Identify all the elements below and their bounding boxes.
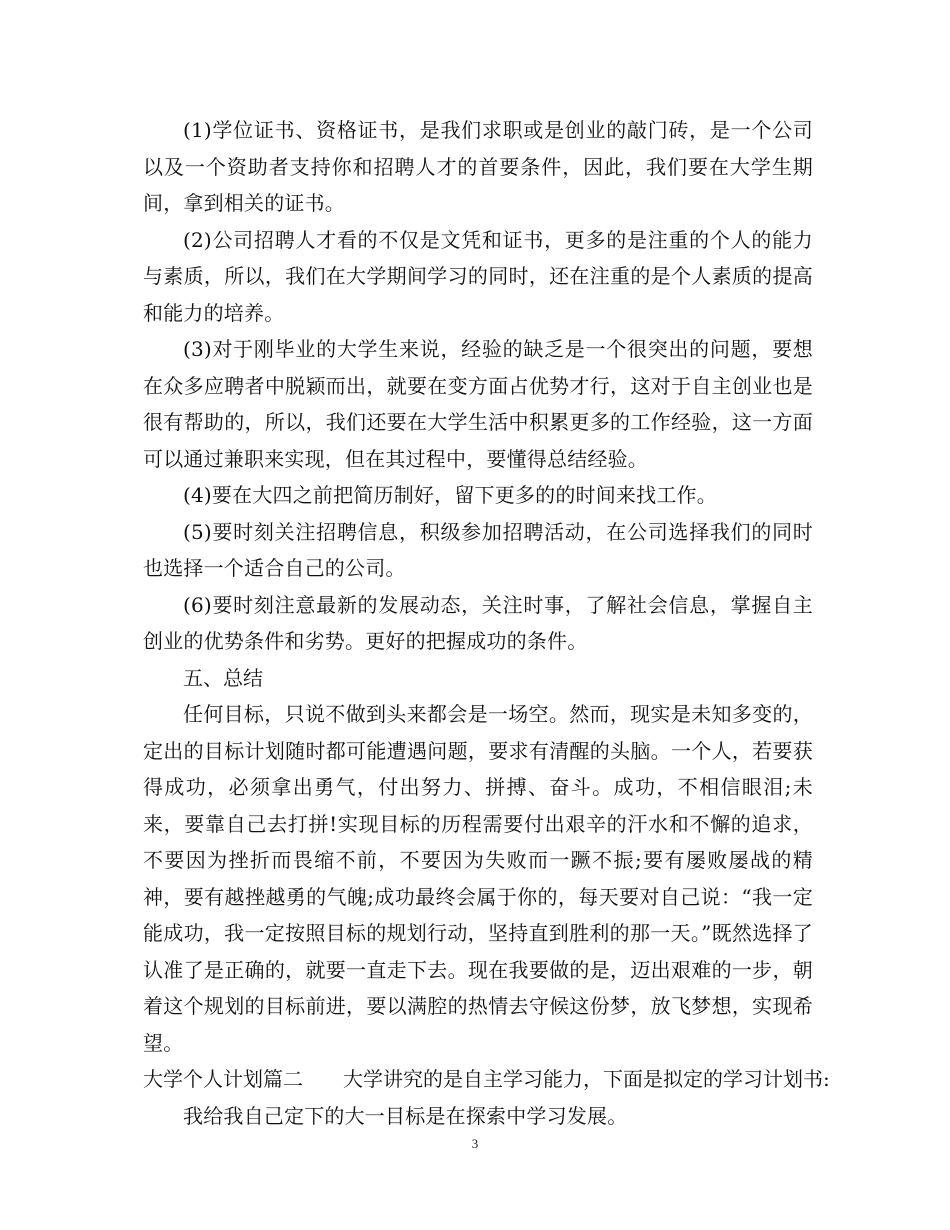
paragraph-certificates: (1)学位证书、资格证书，是我们求职或是创业的敲门砖，是一个公司以及一个资助者支持你和招聘人才的首要条件，因此，我们要在大学生期间，拿到相关的证书。 — [143, 118, 813, 215]
paragraph-ability: (2)公司招聘人才看的不仅是文凭和证书，更多的是注重的个人的能力与素质，所以，我们在大学期间学习的同时，还在注重的是个人素质的提高和能力的培养。 — [143, 227, 813, 325]
paragraph-summary: 任何目标，只说不做到头来都会是一场空。然而，现实是未知多变的，定出的目标计划随时都可能遭遇问题，要求有清醒的头脑。一个人，若要获得成功，必须拿出勇气，付出努力、拼搏、奋斗。成功，不相信眼泪;未来，要靠自己去打拼!实现目标的历程需要付出艰辛的汗水和不懈的追求，不要因为挫折而畏缩不前，不要因为失败而一蹶不振;要有屡败屡战的精神，要有越挫越勇的气魄;成功最终会属于你的，每天要对自己说：“我一定能成功，我一定按照目标的规划行动，坚持直到胜利的那一天。”既然选择了认准了是正确的，就要一直走下去。现在我要做的是，迈出艰难的一步，朝着这个规划的目标前进，要以满腔的热情去守候这份梦，放飞梦想，实现希望。 — [143, 702, 813, 1055]
page-number: 3 — [471, 1136, 479, 1151]
paragraph-recruitment: (5)要时刻关注招聘信息，积级参加招聘活动，在公司选择我们的同时也选择一个适合自己的公司。 — [143, 519, 813, 580]
next-section-line — [143, 1061, 830, 1098]
paragraph-trends: (6)要时刻注意最新的发展动态，关注时事，了解社会信息，掌握自主创业的优势条件和劣势。更好的把握成功的条件。 — [143, 592, 813, 653]
section-heading-summary: 五、总结 — [183, 665, 263, 690]
paragraph-resume: (4)要在大四之前把简历制好，留下更多的的时间来找工作。 — [183, 483, 717, 507]
next-section-intro: 大学讲究的是自主学习能力，下面是拟定的学习计划书: — [343, 1067, 830, 1091]
paragraph-goal: 我给我自己定下的大一目标是在探索中学习发展。 — [183, 1103, 628, 1128]
next-section-title: 大学个人计划篇二 — [143, 1067, 303, 1091]
page-content — [143, 112, 830, 1134]
paragraph-experience: (3)对于刚毕业的大学生来说，经验的缺乏是一个很突出的问题，要想在众多应聘者中脱颖而出，就要在变方面占优势才行，这对于自主创业也是很有帮助的，所以，我们还要在大学生活中积累更多的工作经验，这一方面可以通过兼职来实现，但在其过程中，要懂得总结经验。 — [143, 337, 813, 471]
